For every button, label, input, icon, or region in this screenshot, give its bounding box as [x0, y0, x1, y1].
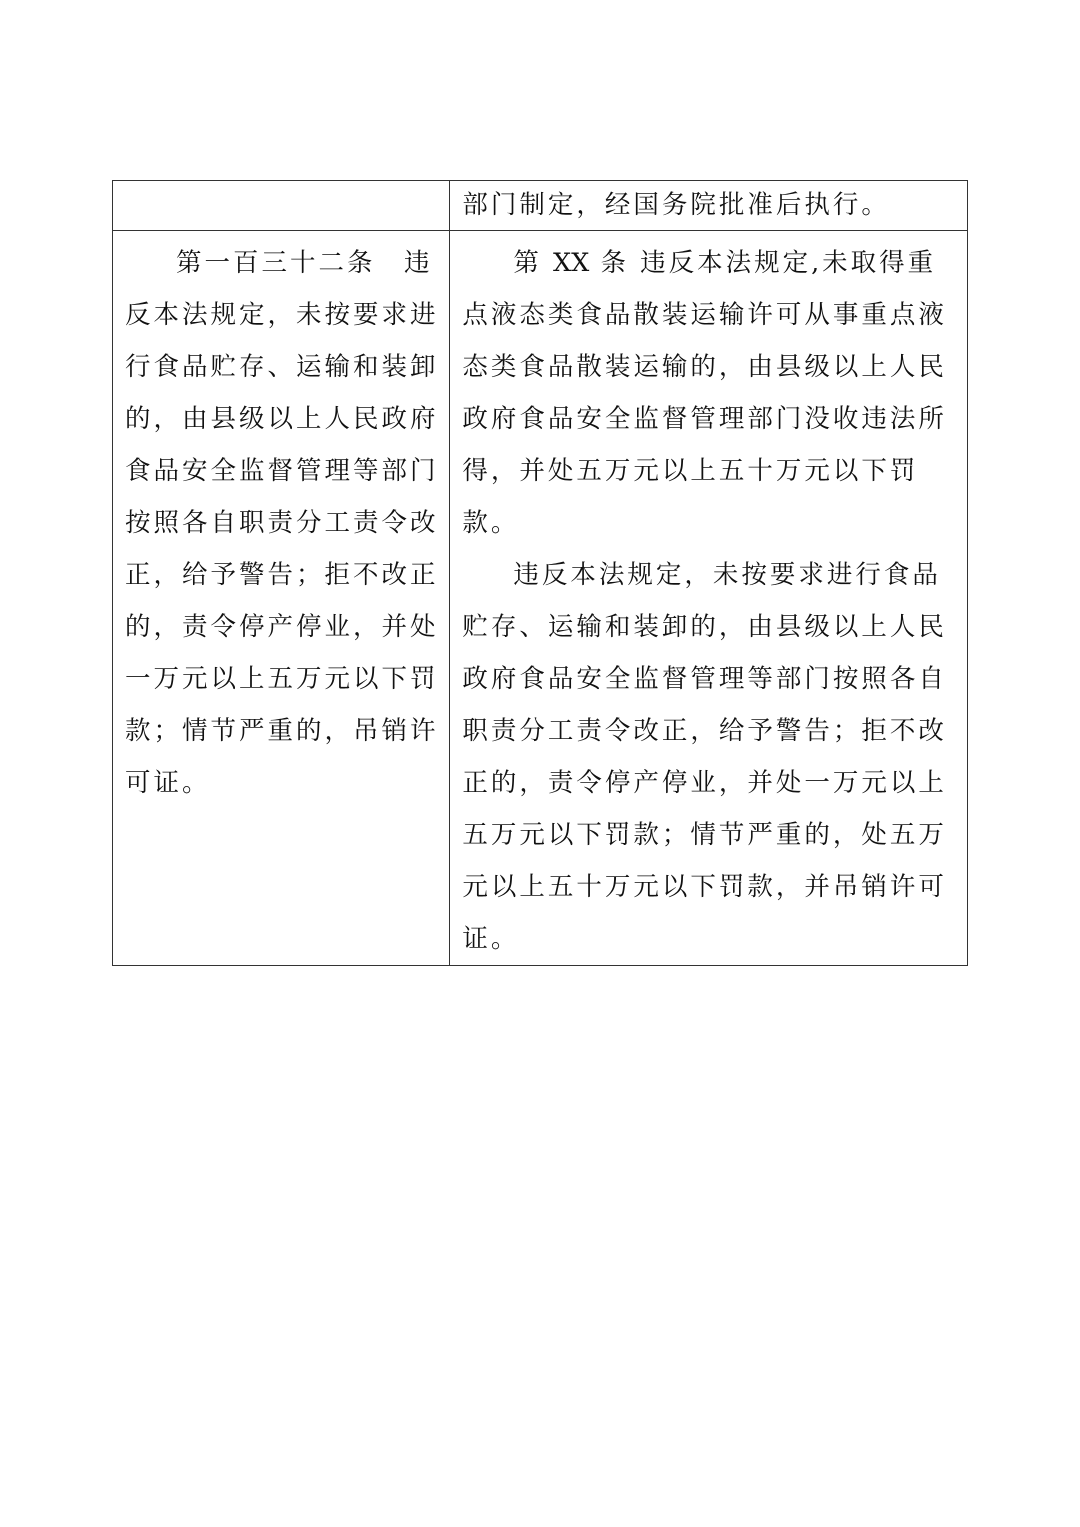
draft-article-first-paragraph	[462, 237, 959, 549]
current-law-cell-continued	[113, 181, 450, 231]
article-number: XX	[553, 248, 590, 278]
article-prefix: 第	[513, 248, 542, 278]
table-row	[113, 231, 968, 966]
draft-article-second-paragraph: 违反本法规定，未按要求进行食品贮存、运输和装卸的，由县级以上人民政府食品安全监督管理等部门按照各自职责分工责令改正，给予警告；拒不改正的，责令停产停业，并处一万元以上五万元以下罚款；情节严重的，处五万元以上五十万元以下罚款，并吊销许可证。	[462, 560, 947, 954]
article-body: 违反本法规定,未取得重点液态类食品散装运输许可从事重点液态类食品散装运输的，由县级以上人民政府食品安全监督管理部门没收违法所得，并处五万元以上五十万元以下罚款。	[462, 248, 947, 538]
article-suffix: 条	[600, 248, 629, 278]
current-law-article-text: 第一百三十二条 违反本法规定，未按要求进行食品贮存、运输和装卸的，由县级以上人民政府食品安全监督管理等部门按照各自职责分工责令改正，给予警告；拒不改正的，责令停产停业，并处一万元以上五万元以下罚款；情节严重的，吊销许可证。	[125, 248, 439, 798]
current-law-article-cell	[113, 231, 450, 966]
draft-amendment-cell-continued: 部门制定，经国务院批准后执行。	[450, 181, 968, 231]
comparison-table	[112, 180, 968, 966]
table-row	[113, 181, 968, 231]
draft-amendment-article-cell	[450, 231, 968, 966]
